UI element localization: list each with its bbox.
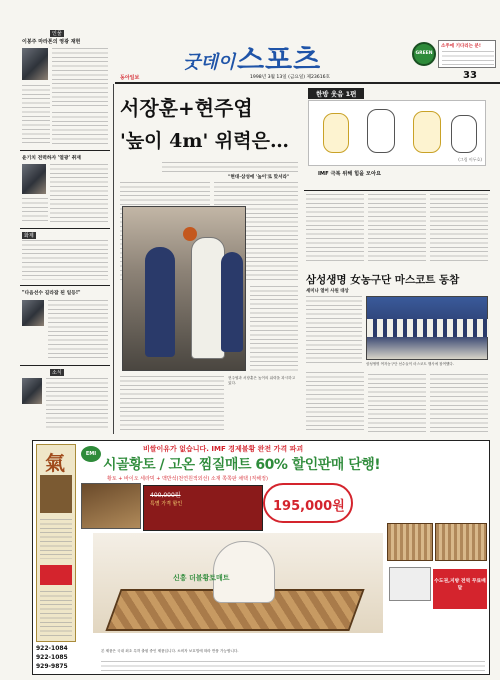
logo-main: 스포츠 bbox=[237, 43, 322, 76]
sidebar-section-label-4: 소식 bbox=[52, 370, 62, 376]
sidebar-title-1: 이봉주 마라톤의 영광 재현 bbox=[22, 39, 81, 45]
basketball-photo bbox=[122, 206, 246, 371]
ad-footer-text: 본 제품은 국내 최초 특허 출원 중인 제품입니다. 소비자 보호법에 따라 반품 가능합니다. bbox=[101, 649, 239, 653]
ad-right-products bbox=[385, 483, 489, 633]
ad-phone-list bbox=[36, 645, 96, 673]
ad-price-old: 400,000원 bbox=[150, 492, 181, 499]
ad-emi-badge bbox=[81, 446, 101, 462]
top-right-ad-text: 소주에 기다리는 분! bbox=[441, 44, 481, 49]
ad-price-box bbox=[143, 485, 263, 531]
brand-small: 동아일보 bbox=[120, 75, 140, 81]
ad-product-label: 신흥 더블황토매트 bbox=[173, 574, 230, 582]
ad-bottom-box-text: 수도권,지방 전역 무료배달 bbox=[434, 579, 486, 591]
top-right-ad bbox=[438, 40, 496, 68]
cartoon-drawing bbox=[308, 100, 486, 166]
ad-phone-1: 922-1084 bbox=[36, 645, 68, 652]
sidebar-title-2: 윤기치 전력하자 '열광' 취재 bbox=[22, 156, 81, 161]
player-1 bbox=[145, 247, 175, 357]
sidebar bbox=[20, 30, 110, 435]
logo-script: 굿데이 bbox=[183, 52, 236, 73]
ad-emi-label: EMI bbox=[85, 451, 97, 457]
ad-model-photo bbox=[93, 533, 383, 633]
ad-main-title: 시골황토 / 고온 찜질매트 60% 할인판매 단행! bbox=[103, 457, 381, 473]
photo-caption: 현주엽과 서장훈은 높이의 위력을 과시하고 있다. bbox=[228, 376, 296, 385]
headline-line-1: 서장훈+현주엽 bbox=[120, 96, 253, 120]
ad-phone-2: 922-1085 bbox=[36, 654, 68, 661]
sidebar-photo-1 bbox=[22, 48, 48, 80]
cartoon-title: 한방 웃음 1편 bbox=[308, 88, 364, 99]
page-number: 33 bbox=[463, 70, 477, 81]
ad-price-circle bbox=[263, 483, 353, 523]
sidebar-section-label-1: 인물 bbox=[52, 31, 62, 37]
ad-brand-logo: 氣 bbox=[45, 451, 65, 475]
story-2 bbox=[304, 272, 490, 436]
cartoon-speech: IMF 극복 위해 힘을 모아요 bbox=[318, 171, 381, 177]
dateline: 1998년 3월 13일 (금요일) 제23616호 bbox=[250, 75, 330, 80]
sidebar-title-3: "다음선수 길라잡 된 일등!" bbox=[22, 291, 81, 296]
sidebar-photo-4 bbox=[22, 378, 42, 404]
ad-left-column bbox=[36, 444, 76, 642]
ad-price: 195,000원 bbox=[273, 499, 345, 514]
main-story bbox=[118, 86, 300, 436]
basketball-icon bbox=[183, 227, 197, 241]
team-photo bbox=[366, 296, 488, 360]
ad-tag-special: 특별 가격 할인 bbox=[150, 501, 183, 507]
cartoon-panel bbox=[304, 88, 490, 188]
mat-advertisement bbox=[32, 440, 490, 675]
ad-subline: 황토 + 바이오 세라믹 + 맥반석(천연원적외선) 소재 쪽쪽판 채택 (직해정) bbox=[107, 476, 268, 482]
ad-top-banner: 비쌀이유가 없습니다. IMF 경제불황 완전 가격 파괴 bbox=[143, 445, 304, 453]
top-right-ad-lines bbox=[442, 51, 494, 66]
player-3 bbox=[221, 252, 243, 352]
sidebar-photo-3 bbox=[22, 300, 44, 326]
sidebar-photo-2 bbox=[22, 164, 46, 194]
model-figure bbox=[213, 541, 275, 603]
cartoon-credit: (그림 이두호) bbox=[458, 157, 482, 162]
player-2 bbox=[191, 237, 225, 359]
green-badge bbox=[412, 42, 436, 66]
subhead-1: "현대·삼성에 '높이'로 맞서라" bbox=[228, 175, 290, 180]
green-badge-label: GREEN bbox=[415, 51, 433, 56]
ad-bottom-box bbox=[433, 569, 487, 609]
headline-line-2: '높이 4m' 위력은… bbox=[120, 130, 289, 152]
ad-phone-3: 929-9875 bbox=[36, 663, 68, 670]
ad-house-photo bbox=[81, 483, 141, 529]
sidebar-section-label-3: 화제 bbox=[24, 233, 34, 239]
story2-subhead: 세미나 열어 사원 대상 bbox=[306, 289, 349, 294]
story2-headline: 삼성생명 女농구단 마스코트 동참 bbox=[306, 274, 460, 286]
story2-caption: 삼성생명 여자농구단 선수들이 마스코트 행사에 참여했다. bbox=[366, 362, 454, 366]
